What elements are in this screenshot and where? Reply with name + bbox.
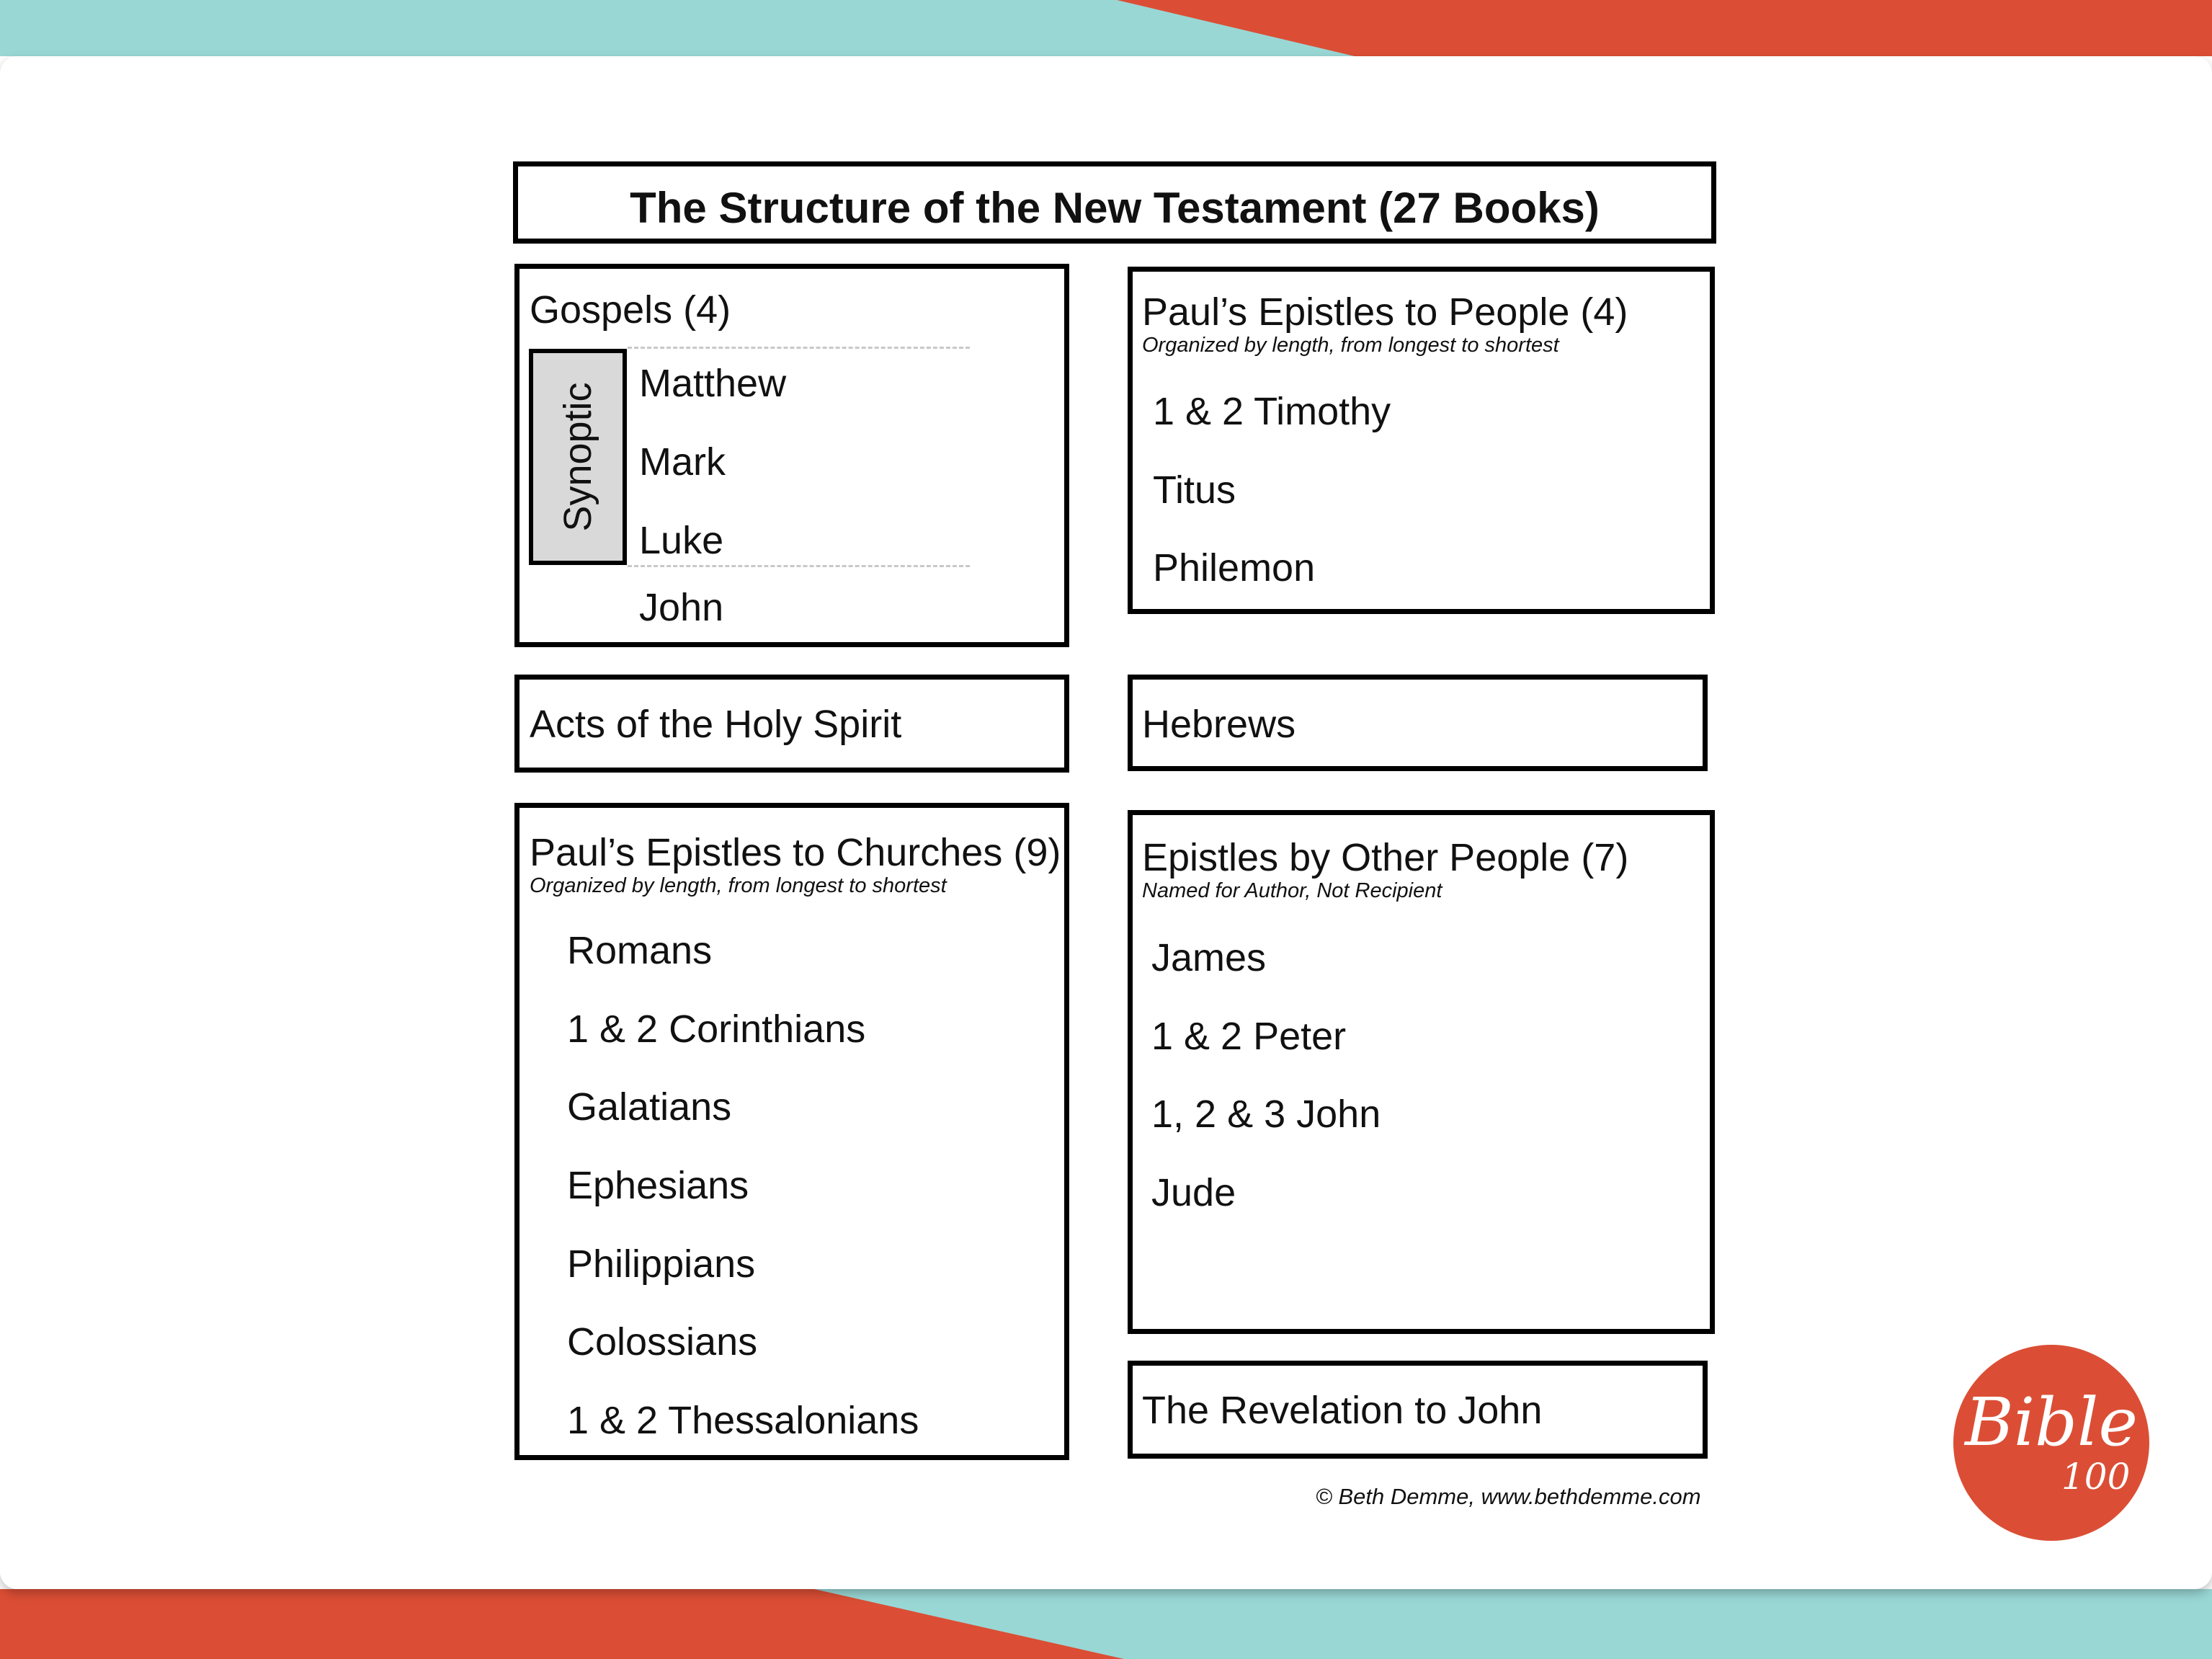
synoptic-label: Synoptic (556, 382, 599, 532)
gospels-heading: Gospels (4) (530, 288, 731, 332)
gospels-divider-bottom (628, 565, 970, 567)
other-people-heading: Epistles by Other People (7) (1142, 836, 1629, 879)
other-people-subtitle: Named for Author, Not Recipient (1142, 879, 1442, 902)
synoptic-bracket (529, 349, 627, 565)
hebrews-heading: Hebrews (1142, 703, 1296, 746)
book-item: 1, 2 & 3 John (1151, 1093, 1381, 1136)
book-item: 1 & 2 Timothy (1153, 390, 1391, 433)
book-item: Ephesians (567, 1164, 749, 1207)
paul-people-box (1128, 267, 1715, 614)
hebrews-box (1128, 675, 1708, 771)
book-item: Philippians (567, 1242, 756, 1286)
logo-number: 100 (2061, 1456, 2131, 1498)
revelation-box (1128, 1361, 1708, 1459)
revelation-heading: The Revelation to John (1142, 1389, 1543, 1432)
title-box (513, 161, 1716, 244)
book-item: Colossians (567, 1320, 758, 1364)
book-item: John (639, 586, 724, 629)
copyright-text: © Beth Demme, www.bethdemme.com (1316, 1484, 1701, 1509)
acts-heading: Acts of the Holy Spirit (530, 703, 902, 746)
book-item: 1 & 2 Peter (1151, 1015, 1347, 1058)
book-item: Galatians (567, 1085, 732, 1129)
book-item: Romans (567, 929, 713, 972)
paul-churches-box (514, 803, 1069, 1460)
book-item: James (1151, 936, 1267, 979)
book-item: Mark (639, 440, 726, 484)
bible-100-logo (1953, 1345, 2149, 1541)
acts-box (514, 675, 1069, 773)
other-people-box (1128, 810, 1715, 1334)
page-title: The Structure of the New Testament (27 Books) (630, 184, 1600, 232)
paul-people-subtitle: Organized by length, from longest to shortest (1142, 334, 1559, 357)
book-item: 1 & 2 Thessalonians (567, 1399, 919, 1442)
book-item: Jude (1151, 1171, 1236, 1214)
paul-churches-subtitle: Organized by length, from longest to shortest (530, 874, 947, 897)
paul-people-heading: Paul’s Epistles to People (4) (1142, 290, 1628, 334)
gospels-box (514, 264, 1069, 647)
book-item: Luke (639, 519, 724, 562)
slide-card (0, 56, 2212, 1589)
book-item: Philemon (1153, 546, 1316, 590)
paul-churches-heading: Paul’s Epistles to Churches (9) (530, 831, 1061, 874)
gospels-divider-top (628, 347, 970, 349)
book-item: 1 & 2 Corinthians (567, 1008, 866, 1051)
logo-wordmark: Bible (1965, 1384, 2138, 1461)
book-item: Matthew (639, 362, 787, 405)
book-item: Titus (1153, 468, 1236, 512)
